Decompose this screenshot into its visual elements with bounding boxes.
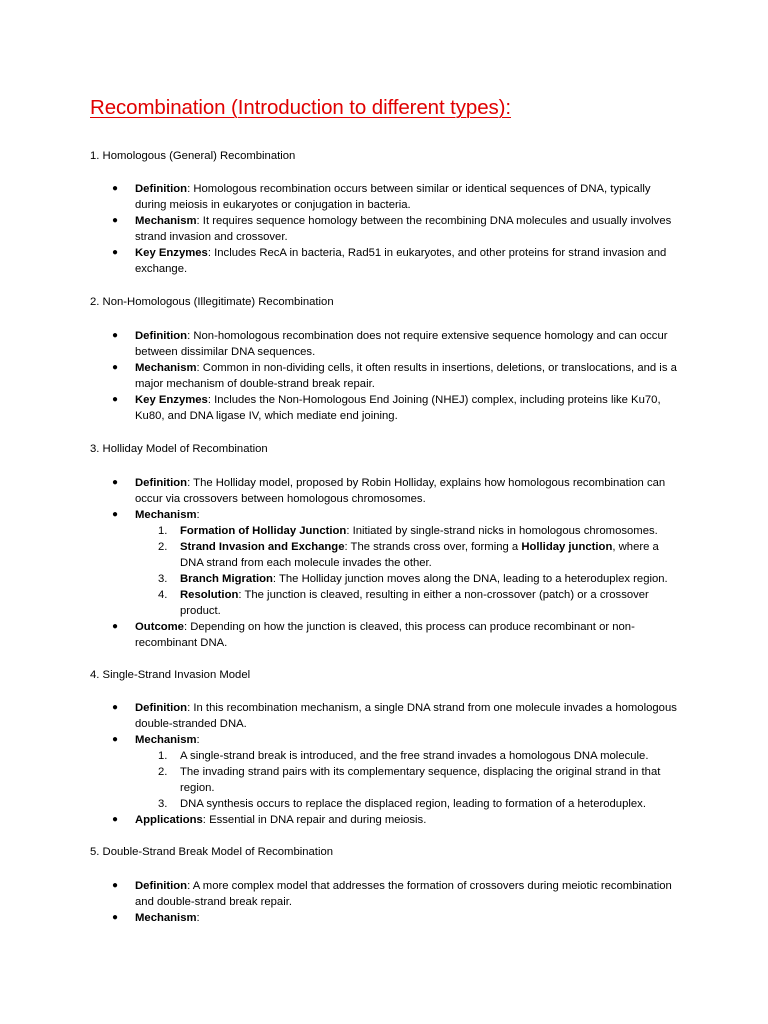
item-text: : (196, 509, 200, 521)
bullet-icon: ● (112, 912, 119, 923)
numbered-list (90, 748, 680, 812)
list-item (90, 213, 680, 245)
list-item (90, 910, 680, 926)
item-label: Outcome (135, 621, 184, 633)
item-label: Mechanism (135, 734, 197, 746)
item-number: 1. (158, 750, 168, 762)
section-heading: 3. Holliday Model of Recombination (90, 443, 268, 455)
bullet-icon: ● (112, 477, 119, 488)
item-number: 3. (158, 573, 168, 585)
bullet-icon: ● (112, 814, 119, 825)
item-text: : Includes RecA in bacteria, Rad51 in eukaryotes, and other proteins for strand invasion and exchange. (135, 247, 667, 275)
bullet-icon: ● (112, 509, 119, 520)
item-label: Definition (135, 702, 188, 714)
item-number: 2. (158, 541, 168, 553)
bullet-icon: ● (112, 183, 119, 194)
sub-text-2: , where a DNA strand from each molecule invades the other. (180, 541, 659, 569)
item-label: Definition (135, 880, 188, 892)
numbered-item (90, 539, 680, 571)
bullet-icon: ● (112, 330, 119, 341)
item-label: Mechanism (135, 215, 197, 227)
list-item (90, 878, 680, 910)
list-item (90, 475, 680, 507)
bullet-icon: ● (112, 362, 119, 373)
list-item (90, 732, 680, 748)
item-text: : Non-homologous recombination does not require extensive sequence homology and can occur between dissimilar DNA sequences. (135, 330, 668, 358)
section-heading: 4. Single-Strand Invasion Model (90, 669, 251, 681)
item-label: Key Enzymes (135, 394, 208, 406)
sub-text: DNA synthesis occurs to replace the displaced region, leading to formation of a heteroduplex. (180, 798, 646, 810)
sub-text: : Initiated by single-strand nicks in homologous chromosomes. (346, 525, 658, 537)
section-holliday (90, 441, 680, 651)
section-double-strand (90, 844, 680, 926)
item-text: : In this recombination mechanism, a single DNA strand from one molecule invades a homologous double-stranded DNA. (135, 702, 677, 730)
item-text: : A more complex model that addresses the formation of crossovers during meiotic recombination and double-strand break repair. (135, 880, 672, 908)
item-text: : The Holliday model, proposed by Robin Holliday, explains how homologous recombination can occur via crossovers between homologous chromosomes. (135, 477, 666, 505)
section-heading: 1. Homologous (General) Recombination (90, 150, 296, 162)
item-number: 4. (158, 589, 168, 601)
bullet-icon: ● (112, 247, 119, 258)
sub-label: Strand Invasion and Exchange (180, 541, 345, 553)
list-item (90, 328, 680, 360)
list-item (90, 619, 680, 651)
sub-text: A single-strand break is introduced, and the free strand invades a homologous DNA molecule. (180, 750, 649, 762)
list-item (90, 245, 680, 277)
list-item (90, 181, 680, 213)
sub-text: : The Holliday junction moves along the DNA, leading to a heteroduplex region. (272, 573, 668, 585)
item-text: : Depending on how the junction is cleaved, this process can produce recombinant or non-recombinant DNA. (135, 621, 635, 649)
item-label: Mechanism (135, 509, 197, 521)
list-item (90, 360, 680, 392)
bullet-icon: ● (112, 621, 119, 632)
sub-text: The invading strand pairs with its complementary sequence, displacing the original strand in that region. (180, 766, 661, 794)
item-label: Mechanism (135, 912, 197, 924)
section-heading: 2. Non-Homologous (Illegitimate) Recombination (90, 296, 334, 308)
numbered-item (90, 796, 680, 812)
list-item (90, 507, 680, 523)
list-item (90, 392, 680, 424)
item-text: : (196, 912, 200, 924)
section-non-homologous (90, 294, 680, 424)
bullet-icon: ● (112, 394, 119, 405)
item-label: Key Enzymes (135, 247, 208, 259)
item-number: 2. (158, 766, 168, 778)
item-label: Definition (135, 330, 188, 342)
item-number: 1. (158, 525, 168, 537)
item-text: : Includes the Non-Homologous End Joining (NHEJ) complex, including proteins like Ku70, Ku80, and DNA ligase IV, which mediate end joining. (135, 394, 661, 422)
item-number: 3. (158, 798, 168, 810)
numbered-item (90, 571, 680, 587)
item-label: Definition (135, 183, 188, 195)
sub-label-2: Holliday junction (521, 541, 613, 553)
bullet-icon: ● (112, 880, 119, 891)
numbered-item (90, 523, 680, 539)
item-label: Definition (135, 477, 188, 489)
section-heading: 5. Double-Strand Break Model of Recombination (90, 846, 334, 858)
sub-text: : The strands cross over, forming a (344, 541, 522, 553)
numbered-list (90, 523, 680, 619)
bullet-icon: ● (112, 702, 119, 713)
item-text: : Common in non-dividing cells, it often results in insertions, deletions, or translocations, and is a major mechanism of double-strand break repair. (135, 362, 677, 390)
item-label: Applications (135, 814, 203, 826)
item-text: : Essential in DNA repair and during meiosis. (202, 814, 427, 826)
numbered-item (90, 587, 680, 619)
sub-text: : The junction is cleaved, resulting in either a non-crossover (patch) or a crossover product. (180, 589, 649, 617)
list-item (90, 812, 680, 828)
sub-label: Formation of Holliday Junction (180, 525, 347, 537)
section-homologous (90, 148, 680, 277)
item-text: : (196, 734, 200, 746)
item-label: Mechanism (135, 362, 197, 374)
bullet-icon: ● (112, 734, 119, 745)
item-text: : Homologous recombination occurs between similar or identical sequences of DNA, typically during meiosis in eukaryotes or conjugation in bacteria. (135, 183, 651, 211)
bullet-icon: ● (112, 215, 119, 226)
document-title: Recombination (Introduction to different types): (90, 96, 511, 119)
numbered-item (90, 764, 680, 796)
sub-label: Branch Migration (180, 573, 273, 585)
item-text: : It requires sequence homology between the recombining DNA molecules and usually involves strand invasion and crossover. (135, 215, 672, 243)
numbered-item (90, 748, 680, 764)
section-single-strand (90, 667, 680, 828)
list-item (90, 700, 680, 732)
sub-label: Resolution (180, 589, 239, 601)
